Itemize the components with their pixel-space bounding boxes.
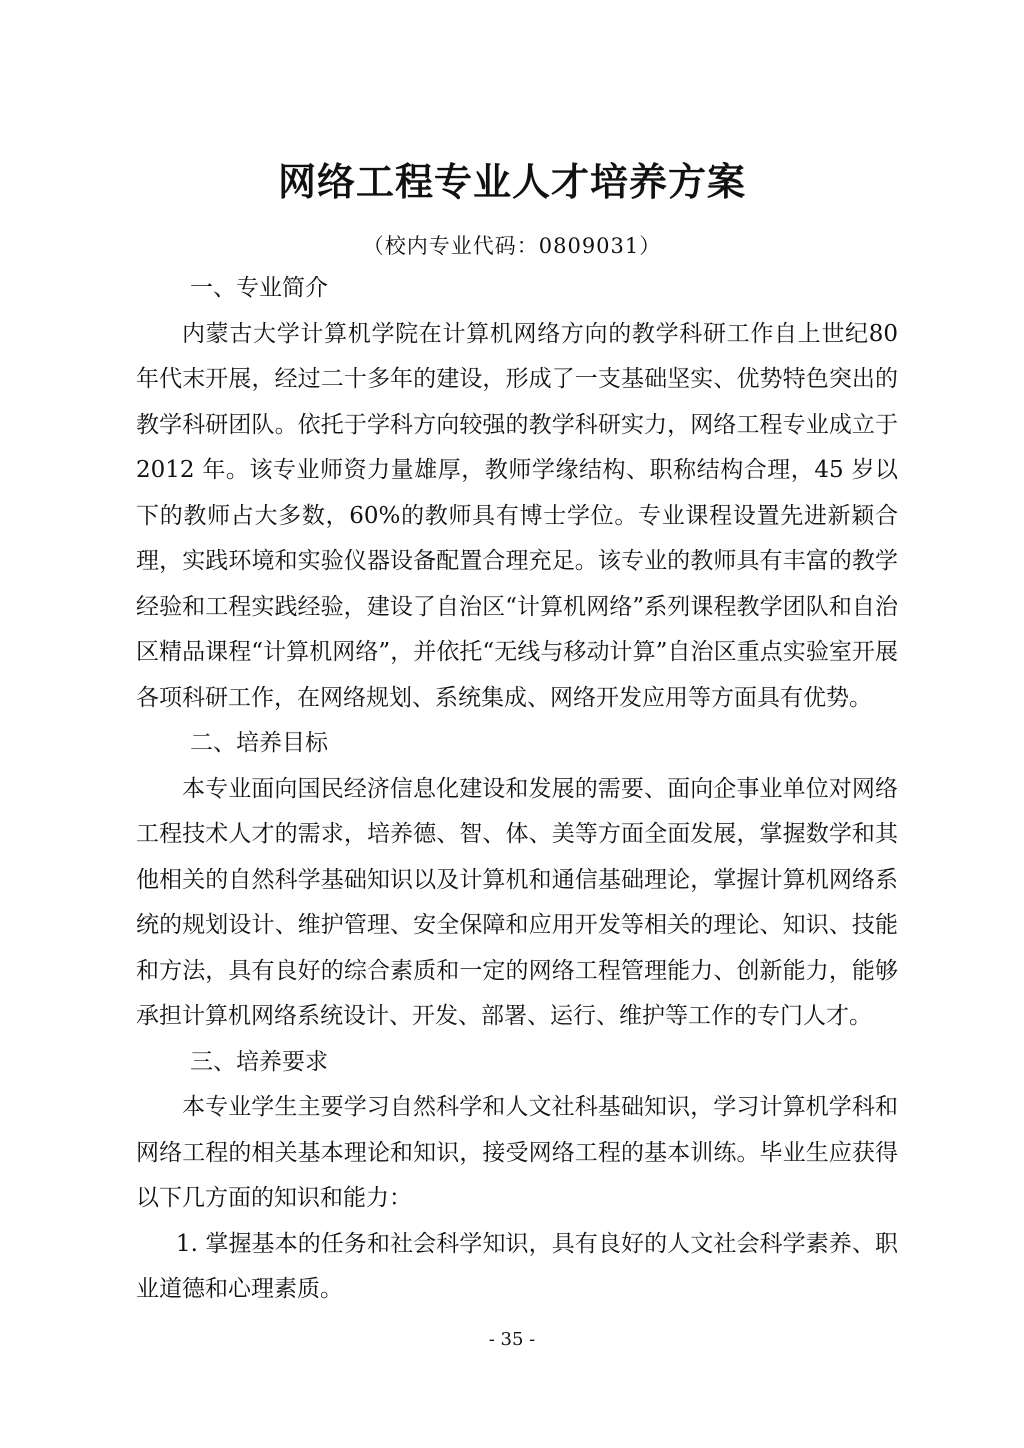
page-number: - 35 - xyxy=(488,1329,536,1350)
requirement-item-1: 1. 掌握基本的任务和社会科学知识，具有良好的人文社会科学素养、职业道德和心理素质。 xyxy=(136,1230,898,1302)
document-body xyxy=(136,266,898,1313)
section-heading-requirements: 三、培养要求 xyxy=(190,1048,328,1075)
intro-paragraph: 内蒙古大学计算机学院在计算机网络方向的教学科研工作自上世纪80 年代末开展，经过二十多年的建设，形成了一支基础坚实、优势特色突出的教学科研团队。依托于学科方向较强的教学科研实力，网络工程专业成立于 2012 年。该专业师资力量雄厚，教师学缘结构、职称结构合理，45 岁以下的教师占大多数，60%的教师具有博士学位。专业课程设置先进新颖合理，实践环境和实验仪器设备配置合理充足。该专业的教师具有丰富的教学经验和工程实践经验，建设了自治区“计算机网络”系列课程教学团队和自治区精品课程“计算机网络”，并依托“无线与移动计算”自治区重点实验室开展各项科研工作，在网络规划、系统集成、网络开发应用等方面具有优势。 xyxy=(136,320,898,711)
section-heading-goals: 二、培养目标 xyxy=(190,730,328,756)
section-heading-intro: 一、专业简介 xyxy=(190,275,328,301)
major-code-line: （校内专业代码：0809031） xyxy=(362,234,662,258)
goals-paragraph: 本专业面向国民经济信息化建设和发展的需要、面向企事业单位对网络工程技术人才的需求，培养德、智、体、美等方面全面发展，掌握数学和其他相关的自然科学基础知识以及计算机和通信基础理论，掌握计算机网络系统的规划设计、维护管理、安全保障和应用开发等相关的理论、知识、技能和方法，具有良好的综合素质和一定的网络工程管理能力、创新能力，能够承担计算机网络系统设计、开发、部署、运行、维护等工作的专门人才。 xyxy=(136,775,898,1029)
document-title: 网络工程专业人才培养方案 xyxy=(277,159,746,204)
requirements-paragraph: 本专业学生主要学习自然科学和人文社科基础知识，学习计算机学科和网络工程的相关基本理论和知识，接受网络工程的基本训练。毕业生应获得以下几方面的知识和能力： xyxy=(136,1094,898,1211)
